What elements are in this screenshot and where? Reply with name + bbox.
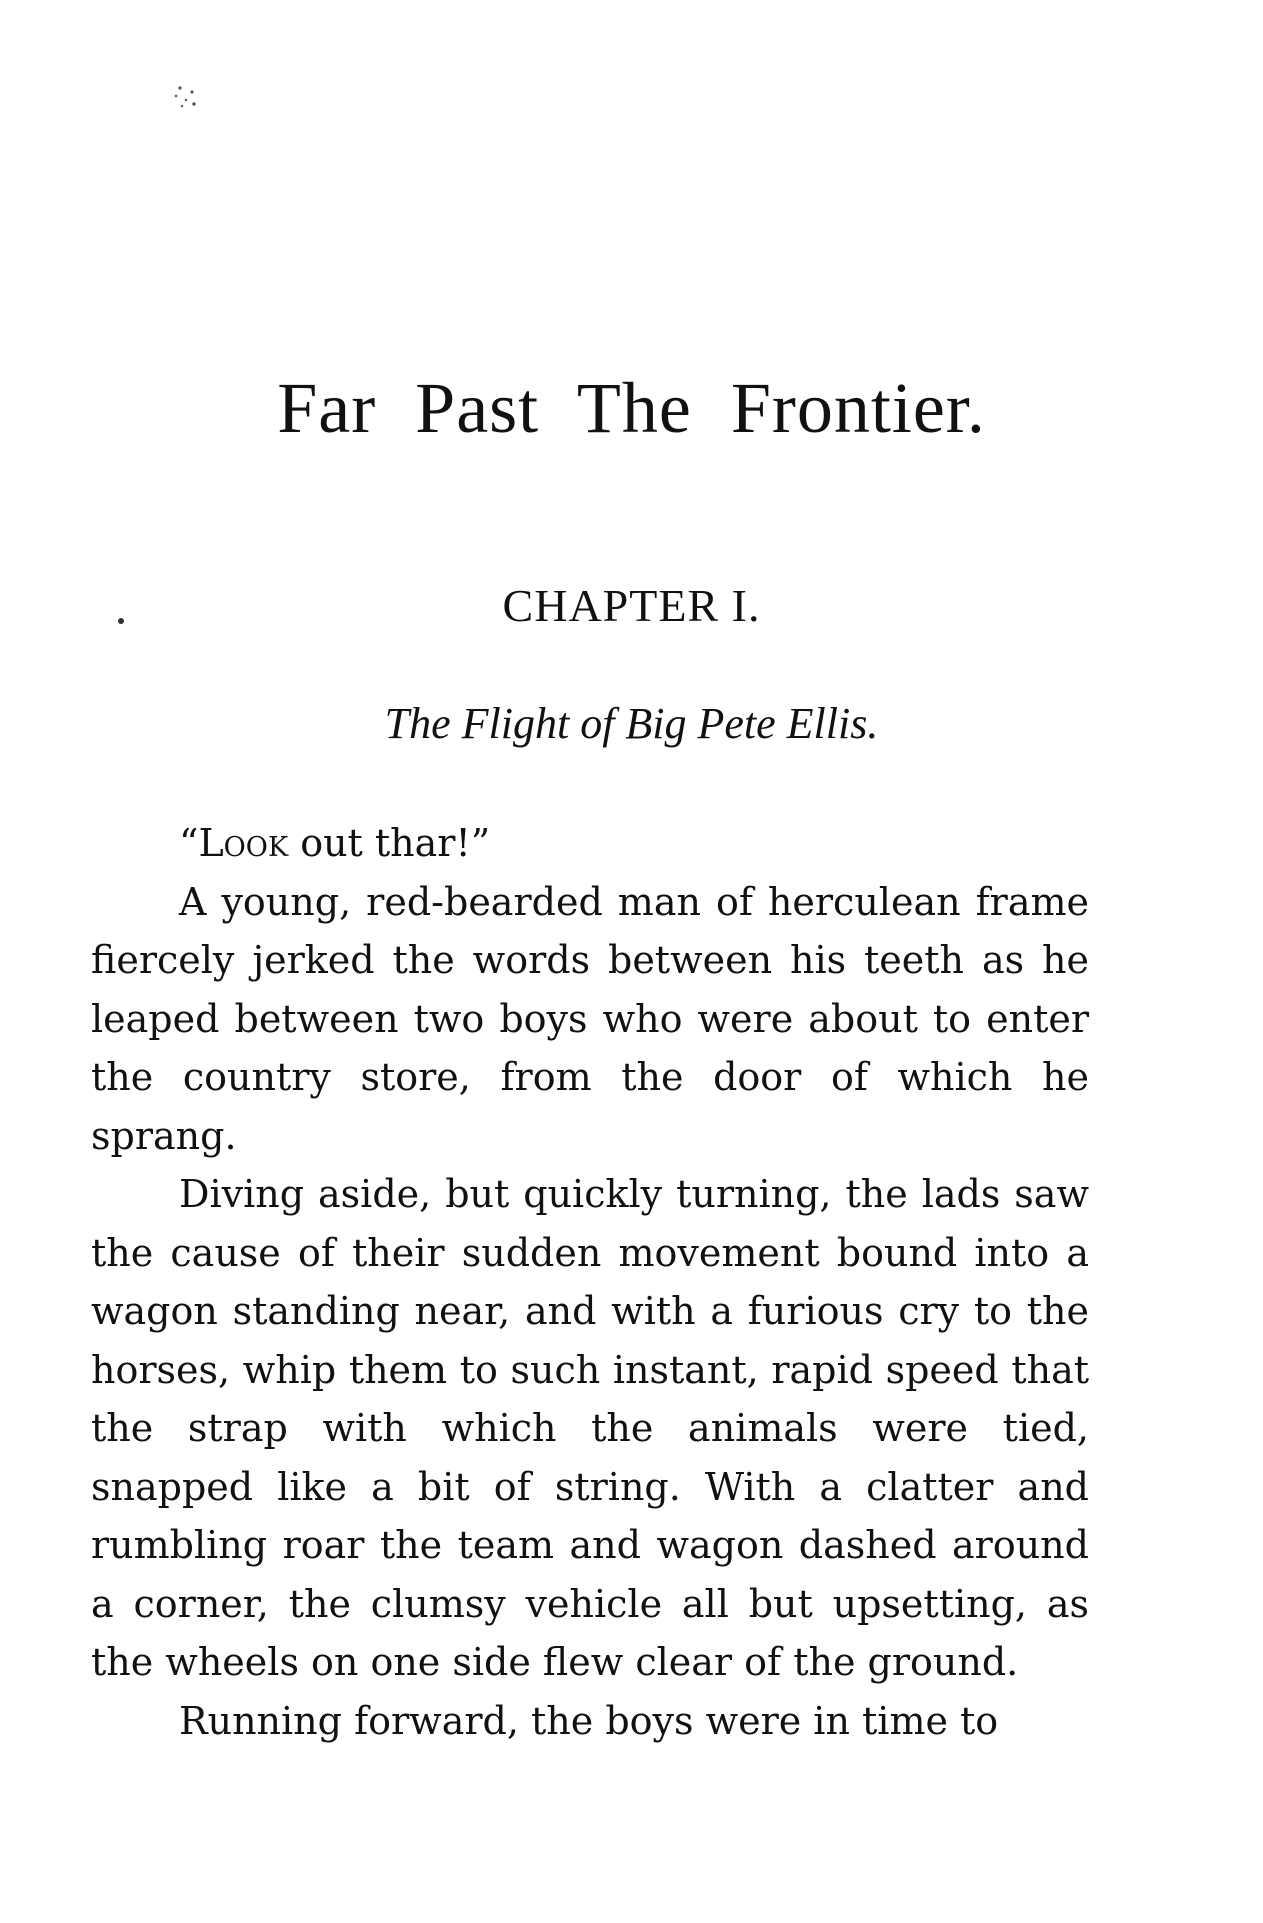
chapter-body xyxy=(91,814,1089,1750)
ink-speck-icon xyxy=(168,78,220,118)
paragraph-3: Diving aside, but quickly turning, the lads saw the cause of their sudden movement bound into a wagon standing near, and with a furious cry to the horses, whip them to such instant, rapid speed that the strap with which the animals were tied, snapped like a bit of string. With a clatter and rumbling roar the team and wagon dashed around a corner, the clumsy vehicle all but upsetting, as the wheels on one side flew clear of the ground. xyxy=(91,1172,1089,1684)
paragraph-4: Running forward, the boys were in time to xyxy=(179,1698,999,1743)
opening-quote: “ xyxy=(179,821,199,865)
paragraph-2: A young, red-bearded man of herculean frame fiercely jerked the words between his teeth as he leaped between two boys who were about to enter the country store, from the door of which he sprang. xyxy=(91,879,1089,1158)
chapter-heading: CHAPTER I. xyxy=(502,580,761,631)
paragraph-1-rest: out thar!” xyxy=(288,821,491,865)
book-title: Far Past The Frontier. xyxy=(277,368,986,448)
small-caps-opening-word: Look xyxy=(198,821,289,865)
chapter-subtitle: The Flight of Big Pete Ellis. xyxy=(384,699,879,748)
paragraph-1 xyxy=(91,814,1089,873)
page-blemish xyxy=(168,78,220,118)
